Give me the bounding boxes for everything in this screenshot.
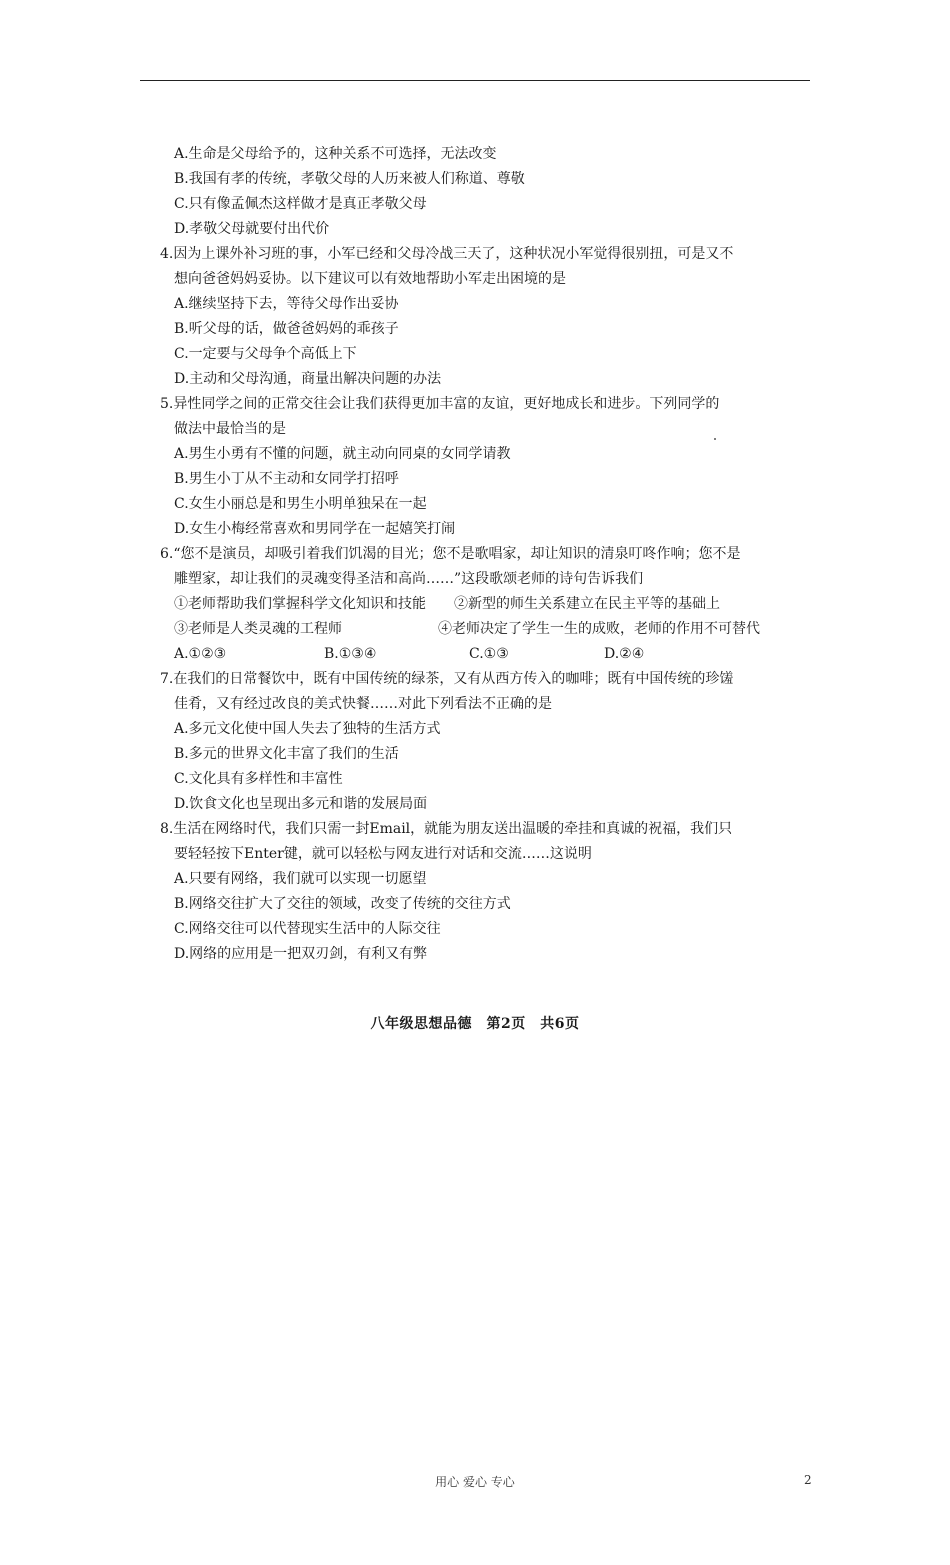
q6-option-b: B.①③④ <box>324 646 377 662</box>
header-rule <box>140 80 810 81</box>
page-footer-slogan: 用心 爱心 专心 <box>435 1475 515 1489</box>
q5-option-c: C.女生小丽总是和男生小明单独呆在一起 <box>174 496 427 512</box>
q8-stem-line-1: 8.生活在网络时代，我们只需一封Email，就能为朋友送出温暖的牵挂和真诚的祝福，我们只 <box>160 821 733 837</box>
q3-option-c: C.只有像孟佩杰这样做才是真正孝敬父母 <box>174 196 427 212</box>
q7-stem-line-2: 佳肴，又有经过改良的美式快餐……对此下列看法不正确的是 <box>174 696 552 712</box>
q5-option-a: A.男生小勇有不懂的问题，就主动向同桌的女同学请教 <box>174 446 511 462</box>
q6-option-c: C.①③ <box>469 646 509 662</box>
q7-option-c: C.文化具有多样性和丰富性 <box>174 771 343 787</box>
q4-option-b: B.听父母的话，做爸爸妈妈的乖孩子 <box>174 321 399 337</box>
question-3-options <box>160 142 760 242</box>
q5-stem-line-1: 5.异性同学之间的正常交往会让我们获得更加丰富的友谊，更好地成长和进步。下列同学的 <box>160 396 720 412</box>
q3-option-d: D.孝敬父母就要付出代价 <box>174 221 330 237</box>
q4-option-d: D.主动和父母沟通，商量出解决问题的办法 <box>174 371 442 387</box>
exam-page-label: 八年级思想品德 第2页 共6页 <box>370 1016 580 1032</box>
question-8 <box>160 817 760 967</box>
q4-stem-line-2: 想向爸爸妈妈妥协。以下建议可以有效地帮助小军走出困境的是 <box>174 271 566 287</box>
q3-option-b: B.我国有孝的传统，孝敬父母的人历来被人们称道、尊敬 <box>174 171 525 187</box>
q6-stem-line-1: 6.“您不是演员，却吸引着我们饥渴的目光；您不是歌唱家，却让知识的清泉叮咚作响；您不是 <box>160 546 741 562</box>
q3-option-a: A.生命是父母给予的，这种关系不可选择，无法改变 <box>174 146 497 162</box>
q8-option-b: B.网络交往扩大了交往的领域，改变了传统的交往方式 <box>174 896 511 912</box>
q7-option-b: B.多元的世界文化丰富了我们的生活 <box>174 746 399 762</box>
q8-option-a: A.只要有网络，我们就可以实现一切愿望 <box>174 871 427 887</box>
q6-statements-row-1 <box>160 592 760 617</box>
q7-stem-line-1: 7.在我们的日常餐饮中，既有中国传统的绿茶，又有从西方传入的咖啡；既有中国传统的珍馐 <box>160 671 734 687</box>
page-number: 2 <box>804 1473 812 1487</box>
q6-options <box>160 642 760 667</box>
q5-option-b: B.男生小丁从不主动和女同学打招呼 <box>174 471 399 487</box>
exam-content <box>160 142 760 967</box>
q6-option-a: A.①②③ <box>174 646 227 662</box>
q4-option-c: C.一定要与父母争个高低上下 <box>174 346 357 362</box>
q6-statements-row-2 <box>160 617 760 642</box>
q6-statement-4: ④老师决定了学生一生的成败，老师的作用不可替代 <box>438 621 760 637</box>
q6-statement-3: ③老师是人类灵魂的工程师 <box>174 621 342 637</box>
q5-option-d: D.女生小梅经常喜欢和男同学在一起嬉笑打闹 <box>174 521 456 537</box>
q6-statement-1: ①老师帮助我们掌握科学文化知识和技能 <box>174 596 426 612</box>
q6-stem-line-2: 雕塑家，却让我们的灵魂变得圣洁和高尚……”这段歌颂老师的诗句告诉我们 <box>174 571 644 587</box>
q8-option-d: D.网络的应用是一把双刃剑，有利又有弊 <box>174 946 428 962</box>
q8-stem-line-2: 要轻轻按下Enter键，就可以轻松与网友进行对话和交流……这说明 <box>174 846 592 862</box>
q4-option-a: A.继续坚持下去，等待父母作出妥协 <box>174 296 399 312</box>
q4-stem-line-1: 4.因为上课外补习班的事，小军已经和父母冷战三天了，这种状况小军觉得很别扭，可是又不 <box>160 246 734 262</box>
q8-option-c: C.网络交往可以代替现实生活中的人际交往 <box>174 921 441 937</box>
question-7 <box>160 667 760 817</box>
q7-option-d: D.饮食文化也呈现出多元和谐的发展局面 <box>174 796 428 812</box>
question-4 <box>160 242 760 392</box>
q7-option-a: A.多元文化使中国人失去了独特的生活方式 <box>174 721 441 737</box>
q6-option-d: D.②④ <box>604 646 645 662</box>
q6-statement-2: ②新型的师生关系建立在民主平等的基础上 <box>454 596 720 612</box>
q5-stem-line-2: 做法中最恰当的是 <box>174 421 286 437</box>
question-5 <box>160 392 760 542</box>
question-6 <box>160 542 760 667</box>
